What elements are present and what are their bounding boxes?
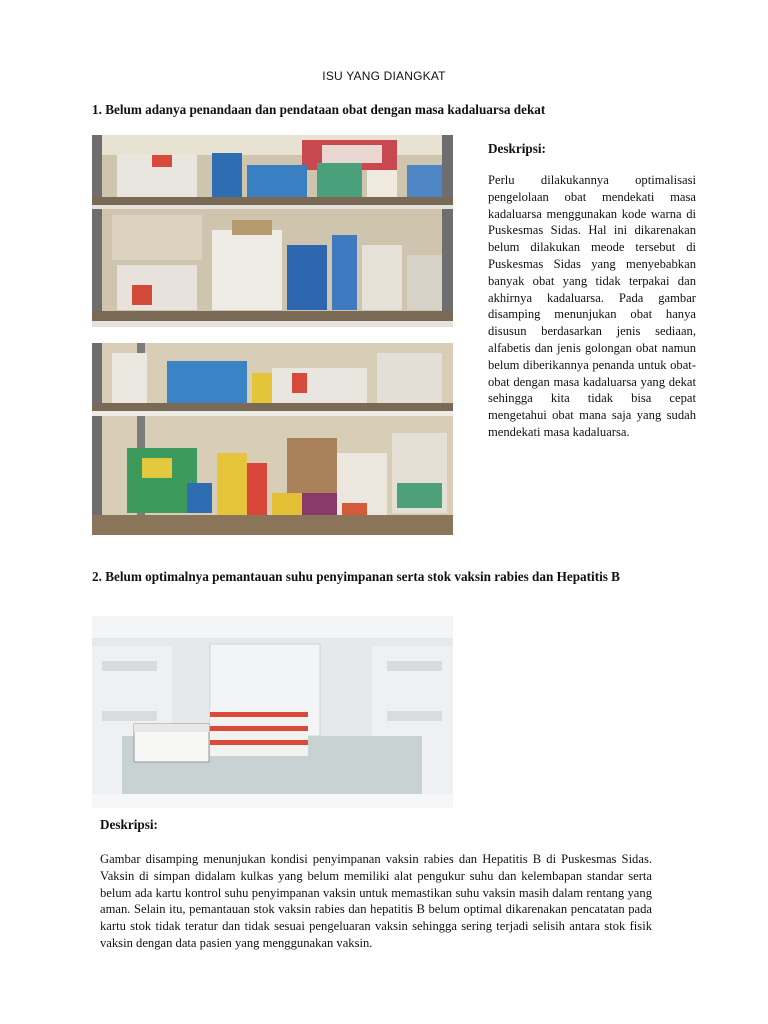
medicine-shelf-photo-1	[92, 135, 453, 327]
vaccine-fridge-photo	[92, 616, 453, 808]
page-title: ISU YANG DIANGKAT	[322, 69, 446, 83]
issue-1-description-label: Deskripsi:	[488, 141, 546, 156]
medicine-shelf-photo-2	[92, 343, 453, 535]
issue-2-description: Gambar disamping menunjukan kondisi penyimpanan vaksin rabies dan Hepatitis B di Puskesmas Sidas. Vaksin di simpan didalam kulkas yang belum memiliki alat pengukur suhu dan kelembapan standar serta belum ada kartu kontrol suhu penyimpanan vaksin untuk memastikan suhu vaksin masih dalam rentang yang aman. Selain itu, pemantauan stok vaksin rabies dan hepatitis B belum optimal dikarenakan pencatatan pada kartu stok tidak teratur dan tidak sesuai pengeluaran vaksin sehingga sering terjadi selisih antara stok fisik vaksin dengan data pasien yang menggunakan vaksin.	[100, 852, 652, 950]
issue-2-heading: 2. Belum optimalnya pemantauan suhu penyimpanan serta stok vaksin rabies dan Hepatitis B	[92, 569, 620, 584]
issue-1-description: Perlu dilakukannya optimalisasi pengelolaan obat mendekati masa kadaluarsa menggunakan kode warna di Puskesmas Sidas. Hal ini dikarenakan belum dilakukan meode tersebut di Puskesmas Sidas yang menyebabkan banyak obat yang tidak terpakai dan akhirnya kadaluarsa. Pada gambar disamping menunjukan obat hanya disusun berdasarkan jenis sediaan, alfabetis dan jenis golongan obat namun belum diberikannya penanda untuk obat-obat dengan masa kadaluarsa yang dekat sehingga kita tidak bisa cepat mengetahui obat mana saja yang sudah mendekati masa kadaluarsa.	[488, 173, 696, 439]
issue-2-description-label: Deskripsi:	[100, 817, 158, 832]
issue-1-heading: 1. Belum adanya penandaan dan pendataan obat dengan masa kadaluarsa dekat	[92, 102, 546, 117]
